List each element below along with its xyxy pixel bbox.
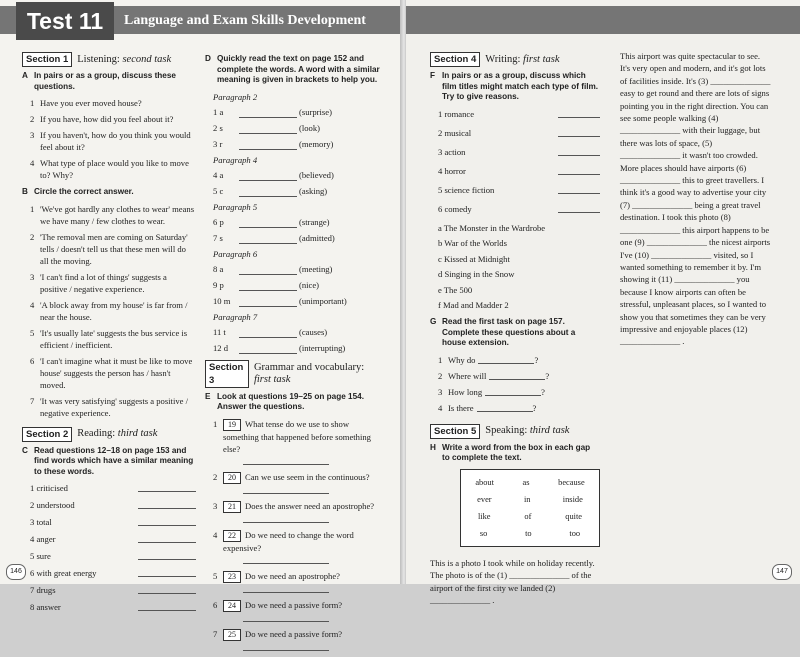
item-text: Do we need to change the word expensive?	[223, 529, 354, 553]
item-body	[223, 529, 381, 564]
answer-blank[interactable]	[478, 354, 534, 364]
question-D-item	[213, 295, 381, 307]
question-F-genre	[438, 127, 600, 139]
item-text: What tense do we use to show something that happened before something else?	[223, 418, 371, 454]
item-hint: (unimportant)	[299, 295, 347, 306]
right-page	[406, 0, 800, 606]
item-text: 8 answer	[30, 602, 61, 612]
word-box-word: inside	[562, 494, 583, 504]
item-number: 5	[30, 327, 35, 338]
section-4-subtitle: first task	[523, 53, 560, 65]
item-text: Where will	[448, 370, 487, 381]
item-text: 7 drugs	[30, 585, 56, 595]
word-box-row	[461, 491, 599, 508]
item-number: 3	[30, 130, 35, 140]
item-text: 'I can't imagine what it must be like to move house' suggests the person has / hasn't moved.	[40, 355, 193, 390]
answer-blank[interactable]	[239, 108, 297, 118]
question-E-item	[213, 529, 381, 564]
answer-blank[interactable]	[558, 165, 600, 175]
question-C-item	[30, 482, 196, 494]
item-prefix: 10 m	[213, 295, 231, 306]
item-hint: (causes)	[299, 326, 328, 337]
question-C-item	[30, 601, 196, 613]
question-A-item	[30, 129, 196, 153]
paragraph-heading: Paragraph 6	[213, 248, 258, 259]
section-1-subtitle: second task	[122, 53, 172, 65]
answer-blank[interactable]	[138, 584, 196, 594]
question-D-item	[213, 122, 381, 134]
question-B-item	[30, 203, 196, 227]
item-number: 6	[213, 599, 218, 610]
item-number: 2	[213, 471, 218, 482]
question-ref-box: 23	[223, 571, 241, 583]
word-box	[460, 469, 600, 547]
item-prefix: 11 t	[213, 326, 226, 337]
question-B-item	[30, 355, 196, 391]
left-page	[0, 0, 402, 639]
item-text: Is there	[448, 402, 474, 413]
film-title: f Mad and Madder 2	[438, 300, 509, 311]
answer-blank[interactable]	[243, 641, 329, 651]
answer-blank[interactable]	[558, 127, 600, 137]
question-D-item	[213, 279, 381, 291]
genre-text: 1 romance	[438, 108, 475, 119]
film-title: b War of the Worlds	[438, 238, 507, 249]
answer-blank[interactable]	[138, 601, 196, 611]
question-A-item	[30, 157, 196, 181]
item-body	[223, 500, 381, 523]
question-ref-box: 24	[223, 600, 241, 612]
section-4-label: Section 4	[430, 52, 480, 67]
item-hint: (admitted)	[299, 232, 335, 243]
question-D-item	[213, 138, 381, 150]
section-5-subtitle: third task	[529, 425, 570, 437]
item-text: 'It's usually late' suggests the bus service is efficient / inefficient.	[40, 327, 188, 350]
question-B-heading: B Circle the correct answer.	[22, 187, 134, 196]
question-mark: ?	[532, 402, 537, 413]
answer-blank[interactable]	[138, 533, 196, 543]
question-ref-box: 20	[223, 472, 241, 484]
section-2-title: Reading:	[77, 428, 116, 439]
answer-blank[interactable]	[239, 218, 297, 228]
section-1-header	[22, 52, 196, 67]
answer-blank[interactable]	[138, 567, 196, 577]
answer-blank[interactable]	[138, 499, 196, 509]
item-text: Do we need a passive form?	[245, 628, 343, 639]
question-C-item	[30, 584, 196, 596]
question-H-heading: H Write a word from the box in each gap to complete the text.	[430, 442, 591, 463]
page-number-left: 146	[6, 564, 26, 580]
item-number: 5	[213, 570, 218, 581]
film-title: a The Monster in the Wardrobe	[438, 222, 546, 233]
section-3-header	[205, 360, 381, 388]
question-A-heading: A In pairs or as a group, discuss these questions.	[22, 71, 176, 91]
answer-blank[interactable]	[239, 344, 297, 354]
question-G-list	[430, 354, 600, 414]
question-mark: ?	[541, 386, 545, 397]
question-D-item	[213, 232, 381, 244]
answer-blank[interactable]	[138, 516, 196, 526]
question-G-item	[438, 370, 600, 382]
header-bar-right	[406, 6, 800, 34]
item-prefix: 8 a	[213, 263, 224, 274]
item-number: 7	[30, 395, 35, 406]
item-text: What type of place would you like to move to? Why?	[40, 158, 189, 180]
item-prefix: 9 p	[213, 279, 224, 290]
item-question	[223, 628, 381, 641]
item-question	[223, 599, 381, 612]
answer-blank[interactable]	[243, 455, 329, 465]
item-hint: (nice)	[299, 279, 320, 290]
answer-blank[interactable]	[489, 370, 545, 380]
left-column-1	[22, 52, 196, 618]
item-hint: (asking)	[299, 185, 328, 196]
question-F-genre	[438, 165, 600, 177]
paragraph-heading: Paragraph 7	[213, 311, 258, 322]
item-text: 4 anger	[30, 534, 56, 544]
question-C-heading: C Read questions 12–18 on page 153 and find words which have a similar meaning to these words.	[22, 445, 194, 476]
item-text: 3 total	[30, 517, 52, 527]
item-number: 7	[213, 628, 218, 639]
item-body	[223, 418, 381, 465]
question-D-item	[213, 263, 381, 275]
section-2-label: Section 2	[22, 427, 72, 442]
question-D-heading: D Quickly read the text on page 152 and complete the words. A word with a similar meaning is given in brackets to help you.	[205, 54, 380, 84]
item-prefix: 3 r	[213, 138, 223, 149]
paragraph-heading: Paragraph 4	[213, 154, 258, 165]
question-F-genre	[438, 108, 600, 120]
word-box-word: as	[522, 477, 530, 487]
item-number: 6	[30, 355, 35, 366]
item-prefix: 12 d	[213, 342, 229, 353]
section-5-label: Section 5	[430, 424, 480, 439]
question-D-item	[213, 326, 381, 338]
item-text: Have you ever moved house?	[40, 98, 142, 108]
item-body	[223, 471, 381, 494]
question-E-list	[205, 418, 381, 651]
paragraph-heading: Paragraph 2	[213, 91, 258, 102]
right-column-1	[430, 52, 600, 607]
question-F-genre	[438, 184, 600, 196]
answer-blank[interactable]	[485, 386, 541, 396]
word-box-word: like	[477, 511, 491, 521]
item-question	[223, 570, 381, 583]
section-5-title: Speaking:	[485, 425, 528, 437]
section-1-label: Section 1	[22, 52, 72, 67]
question-D-item	[213, 106, 381, 118]
item-hint: (look)	[299, 122, 321, 133]
question-B-item	[30, 395, 196, 419]
page-number-right: 147	[772, 564, 792, 580]
answer-blank[interactable]	[243, 513, 329, 523]
item-text: 6 with great energy	[30, 568, 97, 578]
section-3-label: Section 3	[205, 360, 249, 388]
word-box-row	[461, 474, 599, 491]
question-G-heading: G Read the first task on page 157. Complete these questions about a house extension.	[430, 317, 576, 348]
word-box-word: to	[525, 528, 532, 538]
question-E-item	[213, 628, 381, 651]
question-D-item	[213, 169, 381, 181]
question-D-item	[213, 185, 381, 197]
question-F-heading: F In pairs or as a group, discuss which film titles might match each type of film. Try to give reasons.	[430, 71, 599, 101]
question-E-item	[213, 418, 381, 465]
item-text: If you have, how did you feel about it?	[40, 114, 174, 124]
question-C-item	[30, 550, 196, 562]
word-box-row	[461, 525, 599, 542]
answer-blank[interactable]	[138, 482, 196, 492]
paragraph-heading: Paragraph 5	[213, 201, 258, 212]
item-number: 1	[30, 203, 35, 214]
answer-blank[interactable]	[239, 281, 297, 291]
question-E-heading: E Look at questions 19–25 on page 154. Answer the questions.	[205, 391, 364, 411]
answer-blank[interactable]	[558, 203, 600, 213]
word-box-word: of	[524, 511, 532, 521]
answer-blank[interactable]	[558, 184, 600, 194]
question-F-genre	[438, 203, 600, 215]
question-E-item	[213, 570, 381, 593]
answer-blank[interactable]	[239, 171, 297, 181]
word-box-word: in	[523, 494, 531, 504]
question-B-item	[30, 299, 196, 323]
item-text: 'It was very satisfying' suggests a positive / negative experience.	[40, 395, 188, 418]
question-C-item	[30, 499, 196, 511]
question-D-list	[205, 91, 381, 354]
section-4-header	[430, 52, 600, 67]
item-body	[223, 628, 381, 651]
item-text: If you haven't, how do you think you would feel about it?	[40, 130, 191, 152]
item-number: 2	[30, 231, 35, 242]
section-4-title: Writing:	[485, 53, 521, 65]
item-hint: (interrupting)	[299, 342, 346, 353]
item-number: 3	[438, 386, 443, 397]
answer-blank[interactable]	[558, 146, 600, 156]
question-mark: ?	[534, 354, 539, 365]
answer-blank[interactable]	[477, 402, 533, 412]
item-text: Does the answer need an apostrophe?	[245, 500, 375, 511]
question-C-item	[30, 533, 196, 545]
question-G-item	[438, 386, 600, 398]
question-H-text-start: This is a photo I took while on holiday recently. The photo is of the (1) ______________ of the airport of the first city we landed (2) ______________ .	[430, 557, 595, 606]
item-question	[223, 471, 381, 484]
question-G-item	[438, 354, 600, 366]
item-text: 'A block away from my house' is far from / near the house.	[40, 299, 188, 322]
item-number: 1	[213, 418, 218, 429]
item-number: 2	[438, 370, 443, 381]
film-title: e The 500	[438, 284, 473, 295]
item-hint: (meeting)	[299, 263, 333, 274]
word-box-word: because	[558, 477, 585, 487]
item-text: 5 sure	[30, 551, 51, 561]
item-hint: (strange)	[299, 216, 330, 227]
item-number: 4	[30, 158, 35, 168]
left-column-2	[205, 52, 381, 657]
item-prefix: 5 c	[213, 185, 224, 196]
question-C-list	[22, 482, 196, 613]
question-A-list	[22, 97, 196, 181]
question-A-item	[30, 113, 196, 125]
answer-blank[interactable]	[239, 140, 297, 150]
question-C-item	[30, 567, 196, 579]
question-D-item	[213, 342, 381, 354]
item-question	[223, 529, 381, 554]
item-prefix: 1 a	[213, 106, 224, 117]
item-number: 4	[213, 529, 218, 540]
section-5-header	[430, 424, 600, 439]
question-B-item	[30, 231, 196, 267]
word-box-word: too	[569, 528, 581, 538]
word-box-word: about	[475, 477, 494, 487]
question-F-genres	[430, 108, 600, 215]
item-number: 1	[30, 98, 35, 108]
question-E-item	[213, 471, 381, 494]
answer-blank[interactable]	[239, 234, 297, 244]
word-box-word: quite	[565, 511, 583, 521]
question-D-item	[213, 216, 381, 228]
question-B-item	[30, 271, 196, 295]
item-body	[223, 599, 381, 622]
question-B-item	[30, 327, 196, 351]
question-G-item	[438, 402, 600, 414]
item-text: Do we need a passive form?	[245, 599, 343, 610]
item-question	[223, 500, 381, 513]
item-text: 2 understood	[30, 500, 75, 510]
item-question	[223, 418, 381, 455]
item-number: 3	[30, 271, 35, 282]
question-ref-box: 25	[223, 629, 241, 641]
genre-text: 5 science fiction	[438, 184, 495, 195]
answer-blank[interactable]	[243, 583, 329, 593]
item-hint: (believed)	[299, 169, 334, 180]
question-F-titles	[430, 222, 600, 312]
item-prefix: 7 s	[213, 232, 223, 243]
section-3-title: Grammar and vocabulary:	[253, 361, 365, 373]
question-F-genre	[438, 146, 600, 158]
question-mark: ?	[545, 370, 550, 381]
word-box-word: so	[479, 528, 488, 538]
section-3-subtitle: first task	[253, 373, 291, 385]
answer-blank[interactable]	[239, 124, 297, 134]
answer-blank[interactable]	[243, 612, 329, 622]
question-E-item	[213, 599, 381, 622]
film-title: d Singing in the Snow	[438, 269, 515, 280]
header-title: Language and Exam Skills Development	[124, 13, 366, 28]
question-ref-box: 19	[223, 419, 241, 431]
item-text: Do we need an apostrophe?	[245, 570, 340, 581]
item-text: 'The removal men are coming on Saturday' tells / doesn't tell us that these men will do all the moving.	[40, 231, 188, 266]
answer-blank[interactable]	[239, 265, 297, 275]
item-text: 'I can't find a lot of things' suggests a positive / negative experience.	[40, 271, 167, 294]
item-text: Why do	[448, 354, 476, 365]
word-box-word: ever	[477, 494, 492, 504]
section-1-title: Listening:	[77, 53, 120, 65]
answer-blank[interactable]	[138, 550, 196, 560]
item-prefix: 6 p	[213, 216, 224, 227]
question-B-list	[22, 203, 196, 419]
genre-text: 2 musical	[438, 127, 472, 138]
item-text: 1 criticised	[30, 483, 68, 493]
question-A-item	[30, 97, 196, 109]
item-body	[223, 570, 381, 593]
question-E-item	[213, 500, 381, 523]
answer-blank[interactable]	[243, 554, 329, 564]
answer-blank[interactable]	[243, 484, 329, 494]
item-number: 1	[438, 354, 443, 365]
item-text: Can we use seem in the continuous?	[245, 471, 370, 482]
right-column-2-text: This airport was quite spectacular to see. It's very open and modern, and it's got lots of facilities inside. It's (3) ______________ easy to get round and there are lots of signs pointing you in the right direction. You can see some people walking (4) ______________ with their luggage, but there was lots of space, (5) ______________ it wasn't too crowded. More places should have airports (6) ______________ this to greet travellers. I think it's a good way to advertise your city (7) ______________ being a great travel destination. I took this photo (8) ______________ this airport happens to be one (9) ______________ the nicest airports I've (10) ______________ visited, so I wanted something to remember it by. I'm showing it (11) ______________ you because I know airports can often be stressful, unpleasant places, so I wanted to show you that sometimes they can be very impressive and enjoyable places (12) ______________ .	[620, 51, 771, 347]
answer-blank[interactable]	[239, 187, 297, 197]
answer-blank[interactable]	[239, 328, 297, 338]
question-C-item	[30, 516, 196, 528]
test-label: Test 11	[16, 2, 114, 40]
question-ref-box: 22	[223, 530, 241, 542]
item-number: 3	[213, 500, 218, 511]
answer-blank[interactable]	[239, 297, 297, 307]
word-box-row	[461, 508, 599, 525]
question-ref-box: 21	[223, 501, 241, 513]
genre-text: 3 action	[438, 146, 466, 157]
answer-blank[interactable]	[558, 108, 600, 118]
item-text: How long	[448, 386, 483, 397]
genre-text: 4 horror	[438, 165, 466, 176]
item-hint: (memory)	[299, 138, 334, 149]
item-number: 4	[438, 402, 443, 413]
item-prefix: 4 a	[213, 169, 224, 180]
item-hint: (surprise)	[299, 106, 332, 117]
film-title: c Kissed at Midnight	[438, 253, 510, 264]
item-number: 4	[30, 299, 35, 310]
section-2-header	[22, 427, 196, 442]
item-prefix: 2 s	[213, 122, 223, 133]
section-2-subtitle: third task	[117, 428, 158, 439]
item-number: 2	[30, 114, 35, 124]
genre-text: 6 comedy	[438, 203, 472, 214]
item-text: 'We've got hardly any clothes to wear' means we have many / few clothes to wear.	[40, 203, 195, 226]
